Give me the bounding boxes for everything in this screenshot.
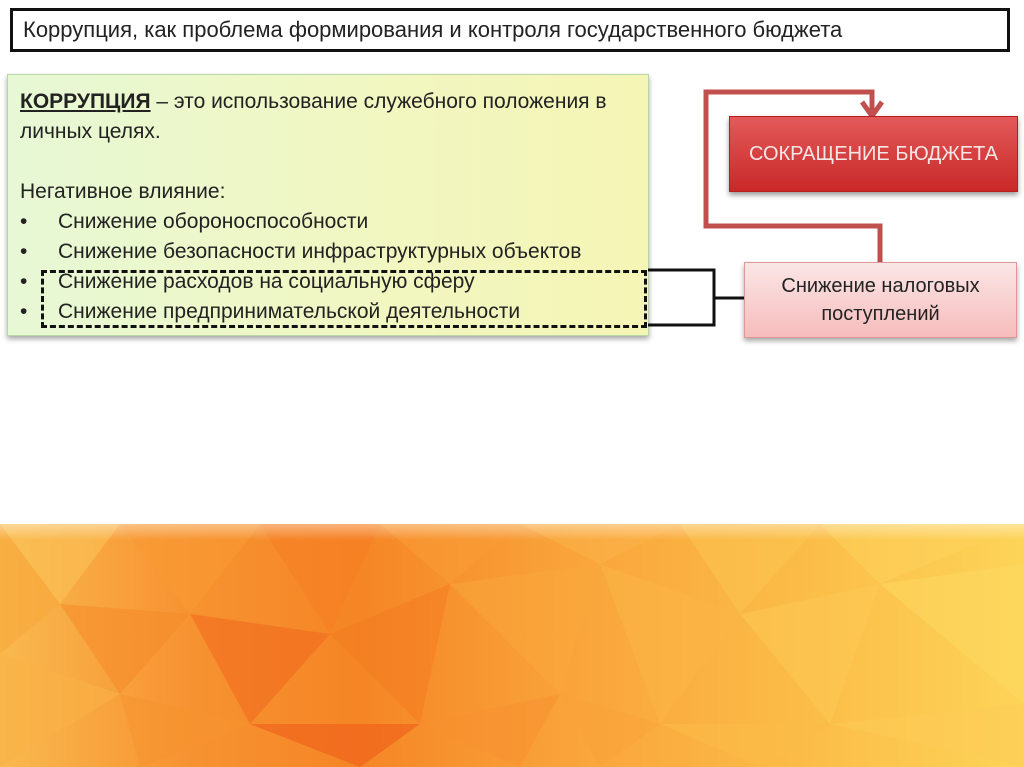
definition-rest: – это использование служебного положения в личных целях. [20, 90, 607, 143]
bullet-dot: • [20, 270, 28, 293]
bullet-item [20, 237, 636, 267]
budget-cut-label: СОКРАЩЕНИЕ БЮДЖЕТА [748, 143, 999, 165]
bullet-text: Снижение предпринимательской деятельности [58, 300, 521, 323]
corruption-definition-box [7, 74, 649, 336]
bullet-item [20, 207, 636, 237]
slide-title-box [10, 8, 1010, 52]
decorative-low-poly-background [0, 524, 1024, 767]
definition-text [20, 87, 636, 147]
negative-heading: Негативное влияние: [20, 180, 226, 203]
budget-cut-box [729, 116, 1018, 192]
bullet-dot: • [20, 300, 28, 323]
bullet-dot: • [20, 240, 28, 263]
definition-term: КОРРУПЦИЯ [20, 90, 151, 113]
bullet-text: Снижение безопасности инфраструктурных объектов [58, 240, 582, 263]
slide-title: Коррупция, как проблема формирования и контроля государственного бюджета [23, 17, 843, 42]
bullet-item [20, 297, 636, 327]
bullet-text: Снижение расходов на социальную сферу [58, 270, 475, 293]
tax-decline-label: Снижение налоговых поступлений [781, 275, 980, 325]
background-fade [0, 500, 1024, 540]
black-bracket-connector [648, 270, 714, 325]
bullet-item [20, 267, 636, 297]
red-arrow-head [862, 102, 882, 116]
bullet-text: Снижение обороноспособности [58, 210, 369, 233]
bullet-dot: • [20, 210, 28, 233]
tax-decline-box [744, 262, 1017, 338]
low-poly-pattern [0, 524, 1024, 767]
